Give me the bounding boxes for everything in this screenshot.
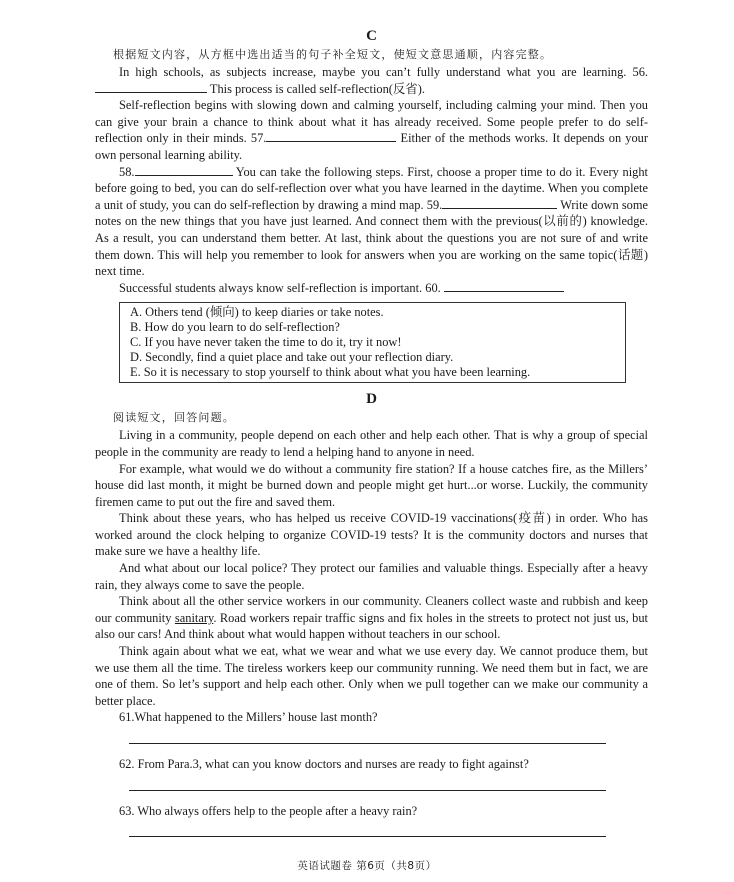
d-paragraph-6: Think again about what we eat, what we wear and what we use every day. We cannot produce them, but we use them all the time. The tireless workers keep our community running. We need them but in fact, we are one of them. So let’s support and help each other. Only when we pull together can we make our community a better place. [95,644,648,708]
option-c: C. If you have never taken the time to do it, try it now! [130,335,402,350]
page-footer: 英语试题卷 第6页（共8页） [297,860,437,872]
d-paragraph-4: And what about our local police? They protect our families and valuable things. Especially after a heavy rain, they always come to save the people. [95,561,648,592]
underlined-word-sanitary: sanitary [174,610,214,625]
exam-page [95,26,648,849]
blank-56[interactable] [95,81,207,93]
c-p1-text-a: In high schools, as subjects increase, maybe you can’t fully understand what you are learning. 56. [119,65,648,79]
d-p5-text-a: Think about all the other service workers in our community. Cleaners collect waste and rubbish and keep our community [95,594,648,625]
option-a: A. Others tend (倾向) to keep diaries or take notes. [130,305,384,320]
d-p5-text-b: . Road workers repair traffic signs and fix holes in the streets to protect not just us, but also our cars! And think about what would happen without teachers in our school. [95,610,648,642]
section-c-heading: C [366,28,377,44]
section-d-instruction: 阅读短文，回答问题。 [113,411,235,425]
question-61: 61.What happened to the Millers’ house last month? [119,710,378,725]
blank-60[interactable] [444,280,564,292]
c-paragraph-3 [95,164,648,280]
option-e: E. So it is necessary to stop yourself to think about what you have been learning. [130,365,531,380]
c-paragraph-4 [95,280,648,297]
options-box [119,302,626,383]
d-paragraph-2: For example, what would we do without a community fire station? If a house catches fire, as the Millers’ house did last month, it might be burned down and people might get hurt...or worse. Luckily, the community firemen came to put out the fire and saved them. [95,461,648,509]
section-c-instruction: 根据短文内容，从方框中选出适当的句子补全短文，使短文意思通顺，内容完整。 [113,48,553,61]
blank-58[interactable] [135,164,233,176]
d-paragraph-3: Think about these years, who has helped us receive COVID-19 vaccinations(疫苗) in order. Who has worked around the clock helping to organize COVID-19 tests? It is the community doctors and nurses that make sure we have a healthy life. [95,511,648,559]
c-p1-text-b: This process is called self-reflection(反省). [207,81,425,96]
c-paragraph-2 [95,97,648,163]
blank-59[interactable] [442,197,557,209]
question-62: 62. From Para.3, what can you know doctors and nurses are ready to fight against? [119,757,529,771]
c-p4-text: Successful students always know self-reflection is important. 60. [119,280,441,295]
d-paragraph-5 [95,593,648,643]
question-63: 63. Who always offers help to the people after a heavy rain? [119,803,418,818]
blank-57[interactable] [266,130,396,142]
d-paragraph-1: Living in a community, people depend on each other and help each other. That is why a group of special people in the community are ready to lend a helping hand to anyone in need. [95,428,648,459]
option-b: B. How do you learn to do self-reflection? [130,320,340,335]
answer-line-61[interactable] [129,735,606,744]
c-paragraph-1 [95,64,648,97]
section-d-heading: D [366,391,377,408]
c-p2-text-a: Self-reflection begins with slowing down and calming yourself, including calming your mind. Then you can give your brain a chance to think about what it has already received. Some people prefer to do self-reflection only in their minds. 57. [95,98,648,146]
c-p2-text-b: Either of the methods works. It depends on your own personal learning ability. [95,131,648,162]
answer-line-63[interactable] [129,828,606,837]
c-p3-text-a: 58. [119,164,135,179]
option-d: D. Secondly, find a quiet place and take out your reflection diary. [130,350,454,365]
c-p3-text-b: You can take the following steps. First, choose a proper time to do it. Every night before going to bed, you can do self-reflection over what you have learned in the daytime. When you complete a unit of study, you can do self-reflection by drawing a mind map. 59. [95,164,648,212]
answer-line-62[interactable] [129,782,606,791]
c-p3-text-c: Write down some notes on the new things that you have just learned. And connect them with the previous(以前的) knowledge. As a result, you can understand them better. At last, think about the questions you are not sure of and write them down. This will help you remember to look for answers when you are working on the same topic(话题) next time. [95,197,648,279]
